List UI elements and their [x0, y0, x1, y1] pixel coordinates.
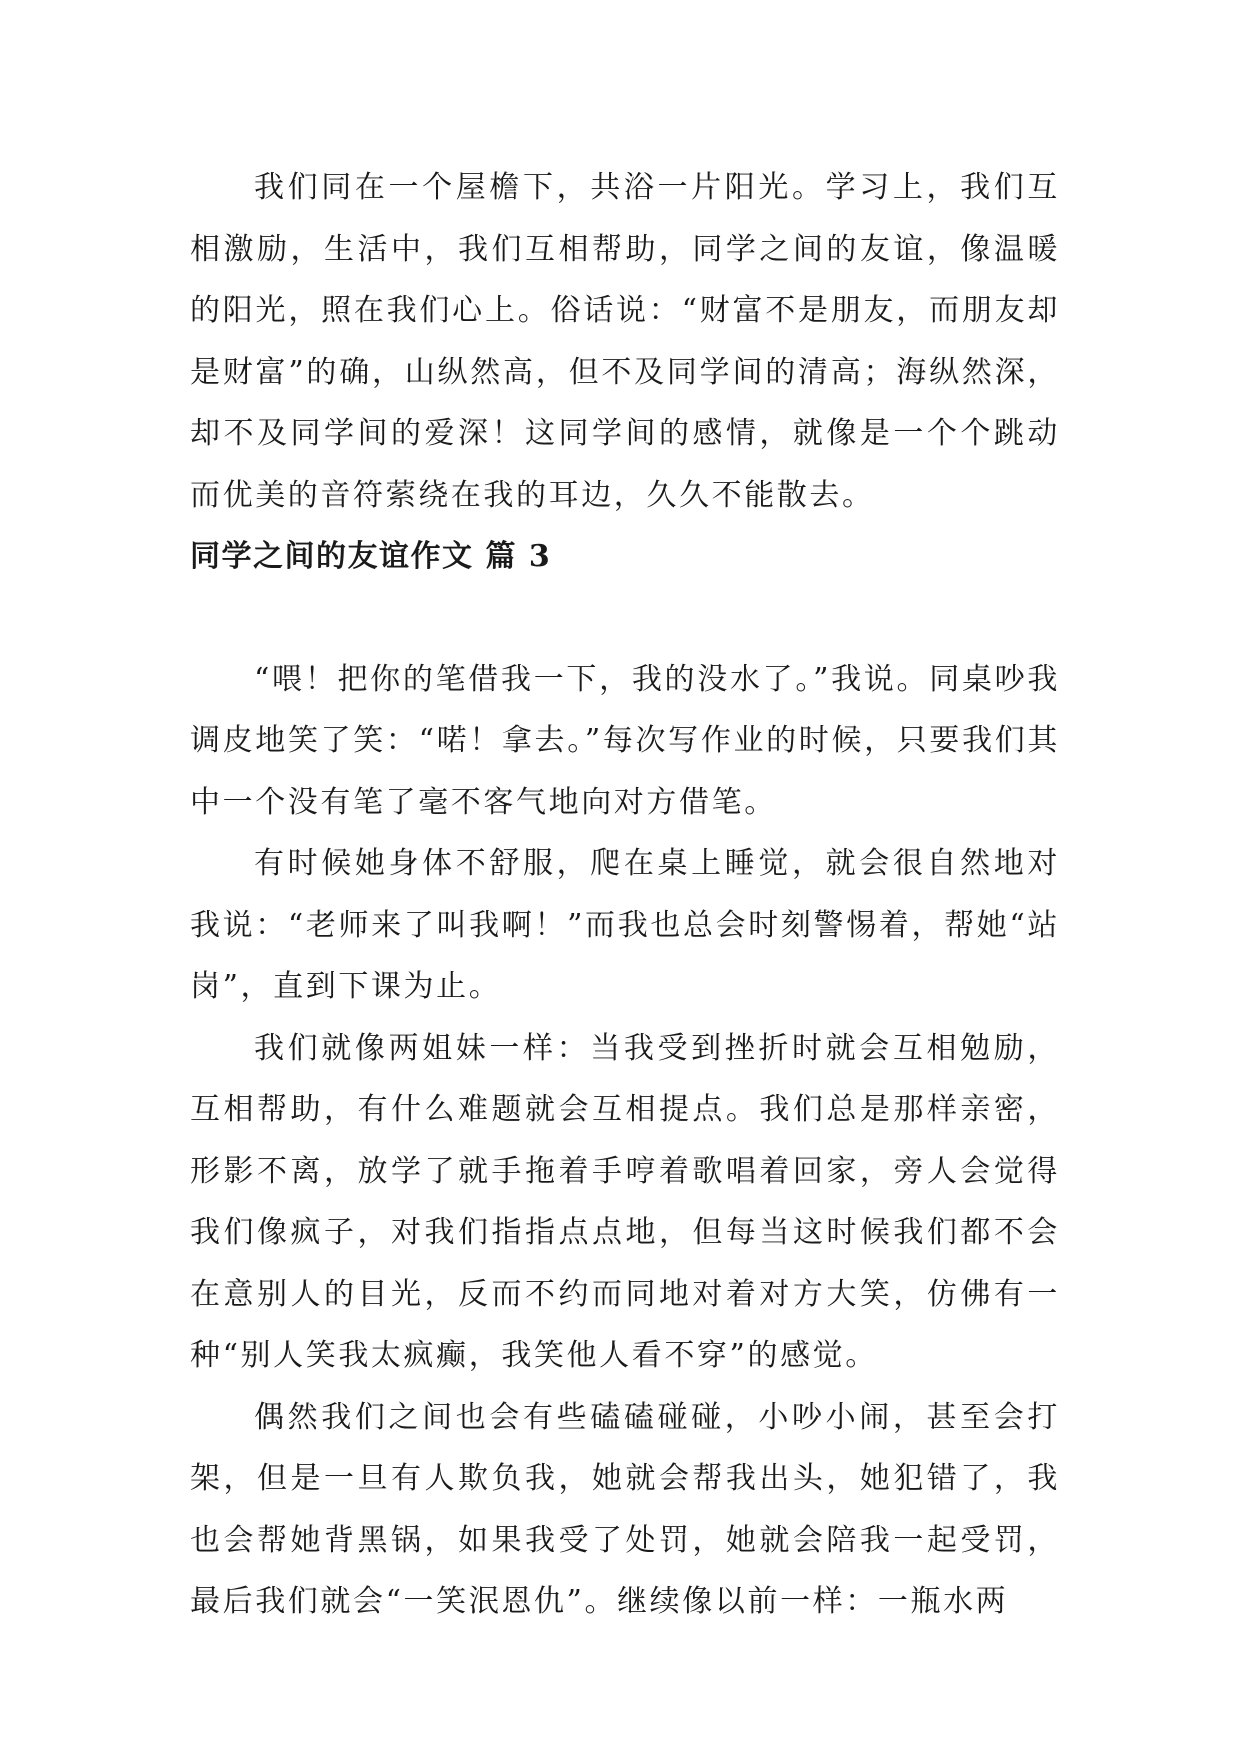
paragraph-borrow-pen: “喂！把你的笔借我一下，我的没水了。”我说。同桌吵我调皮地笑了笑：“喏！拿去。”每次写作业的时候，只要我们其中一个没有笔了毫不客气地向对方借笔。 [190, 661, 1060, 820]
paragraph-like-sisters: 我们就像两姐妹一样：当我受到挫折时就会互相勉励，互相帮助，有什么难题就会互相提点。我们总是那样亲密，形影不离，放学了就手拖着手哼着歌唱着回家，旁人会觉得我们像疯子，对我们指指点点地，但每当这时候我们都不会在意别人的目光，反而不约而同地对着对方大笑，仿佛有一种“别人笑我太疯癫，我笑他人看不穿”的感觉。 [190, 1030, 1060, 1373]
paragraph-quarrels: 偶然我们之间也会有些磕磕碰碰，小吵小闹，甚至会打架，但是一旦有人欺负我，她就会帮我出头，她犯错了，我也会帮她背黑锅，如果我受了处罚，她就会陪我一起受罚，最后我们就会“一笑泯恩仇”。继续像以前一样：一瓶水两 [190, 1399, 1060, 1619]
section-heading: 同学之间的友谊作文 篇 3 [190, 539, 552, 574]
paragraph-stand-guard: 有时候她身体不舒服，爬在桌上睡觉，就会很自然地对我说：“老师来了叫我啊！”而我也总会时刻警惕着，帮她“站岗”，直到下课为止。 [190, 846, 1060, 1004]
section-gap [190, 588, 1060, 649]
paragraph-friendship-intro: 我们同在一个屋檐下，共浴一片阳光。学习上，我们互相激励，生活中，我们互相帮助，同学之间的友谊，像温暖的阳光，照在我们心上。俗话说：“财富不是朋友，而朋友却是财富”的确，山纵然高，但不及同学间的清高；海纵然深，却不及同学间的爱深！这同学间的感情，就像是一个个跳动而优美的音符萦绕在我的耳边，久久不能散去。 [190, 170, 1060, 513]
document-page [190, 157, 1060, 1633]
